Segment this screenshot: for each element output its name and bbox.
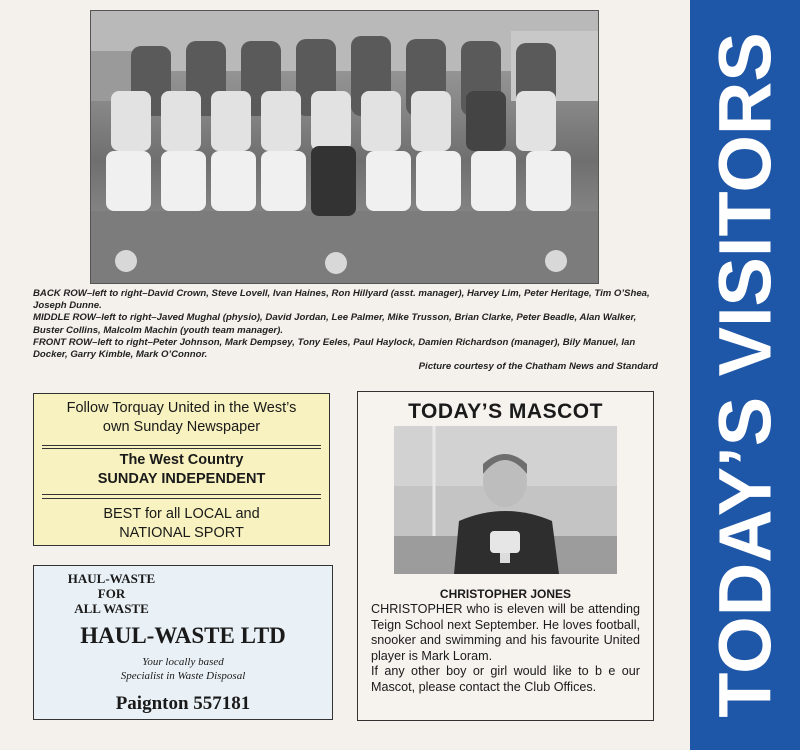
photo-credit: Picture courtesy of the Chatham News and Standard [418, 361, 658, 372]
mascot-description: CHRISTOPHER who is eleven will be attending Teign School next September. He loves football, snooker and swimming and his favourite United player is Mark Loram. If any other boy or girl would like to b e our Mascot, please contact the Club Offices. [371, 602, 640, 694]
newspaper-advert [33, 393, 330, 546]
newspaper-advert-tagline: BEST for all LOCAL and NATIONAL SPORT [103, 506, 260, 541]
newspaper-advert-title: The West Country SUNDAY INDEPENDENT [97, 452, 266, 487]
caption-back-row: BACK ROW–left to right–David Crown, Steve Lovell, Ivan Haines, Ron Hillyard (asst. manager), Harvey Lim, Peter Heritage, Tim O’Shea, Joseph Dunne. [33, 288, 650, 312]
haulwaste-name: HAUL-WASTE LTD [80, 623, 286, 648]
mascot-title: TODAY’S MASCOT [408, 400, 603, 423]
mascot-photo-image [394, 426, 617, 574]
mascot-box [357, 391, 654, 721]
haulwaste-tag: HAUL-WASTE FOR ALL WASTE [67, 571, 156, 616]
caption-front-row: FRONT ROW–left to right–Peter Johnson, Mark Dempsey, Tony Eeles, Paul Haylock, Damien Richardson (manager), Bily Manuel, Ian Docker, Garry Kimble, Mark O’Connor. [33, 336, 636, 361]
caption-middle-row: MIDDLE ROW–left to right–Javed Mughal (physio), David Jordan, Lee Palmer, Mike Trusson, Brian Clarke, Peter Beadle, Alan Walker, Buster Collins, Malcolm Machin (youth team manager). [33, 312, 637, 336]
haulwaste-description: Your locally based Specialist in Waste Disposal [120, 656, 246, 682]
haulwaste-advert [33, 565, 333, 720]
team-photo-image [91, 11, 598, 283]
newspaper-advert-intro: Follow Torquay United in the West’s own Sunday Newspaper [66, 400, 297, 435]
mascot-name: CHRISTOPHER JONES [439, 587, 572, 601]
team-photo [90, 10, 599, 284]
haulwaste-phone: Paignton 557181 [115, 693, 251, 714]
mascot-photo [394, 426, 617, 574]
sidebar-title: TODAY’S VISITORS [703, 32, 787, 718]
divider [42, 445, 321, 446]
photo-caption [33, 288, 658, 361]
divider [42, 498, 321, 499]
sidebar-banner [690, 0, 800, 750]
divider [42, 494, 321, 495]
divider [42, 448, 321, 449]
